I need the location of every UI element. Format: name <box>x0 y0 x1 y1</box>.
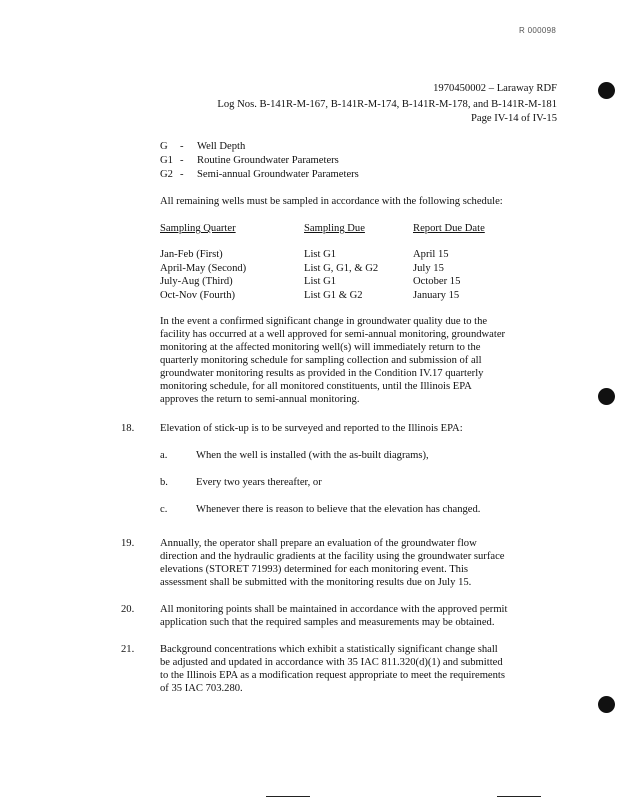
column-header: Report Due Date <box>413 223 485 234</box>
subitem-text: Whenever there is reason to believe that the elevation has changed. <box>196 504 481 515</box>
paragraph-line: Background concentrations which exhibit a statistically significant change shall <box>160 644 498 655</box>
punch-hole-middle <box>598 388 615 405</box>
legend-dash: - <box>180 141 184 152</box>
column-header: Sampling Due <box>304 223 365 234</box>
item-number: 19. <box>121 538 135 549</box>
table-cell: Oct-Nov (Fourth) <box>160 290 236 301</box>
table-cell: April-May (Second) <box>160 263 247 274</box>
paragraph-line: All monitoring points shall be maintained in accordance with the approved permit <box>160 604 508 615</box>
schedule-intro: All remaining wells must be sampled in accordance with the following schedule: <box>160 196 503 207</box>
item-number: 20. <box>121 604 135 615</box>
paragraph-line: to the Illinois EPA as a modification request appropriate to meet the requirements <box>160 670 505 681</box>
paragraph-line: elevations (STORET 71993) determined for each monitoring event. This <box>160 564 469 575</box>
item-text: Elevation of stick-up is to be surveyed and reported to the Illinois EPA: <box>160 423 463 434</box>
table-cell: Jan-Feb (First) <box>160 249 223 260</box>
table-cell: October 15 <box>413 276 461 287</box>
item-number: 21. <box>121 644 135 655</box>
legend-code: G1 <box>160 155 173 166</box>
table-cell: January 15 <box>413 290 460 301</box>
subitem-label: b. <box>160 477 168 488</box>
table-cell: List G1 <box>304 249 337 260</box>
legend-text: Well Depth <box>197 141 246 152</box>
table-cell: List G1 & G2 <box>304 290 363 301</box>
table-cell: July 15 <box>413 263 444 274</box>
header-log-numbers: Log Nos. B-141R-M-167, B-141R-M-174, B-141R-M-178, and B-141R-M-181 <box>217 99 557 110</box>
legend-dash: - <box>180 155 184 166</box>
table-cell: July-Aug (Third) <box>160 276 233 287</box>
header-page-number: Page IV-14 of IV-15 <box>470 113 557 124</box>
punch-hole-bottom <box>598 696 615 713</box>
paragraph-line: monitoring at the affected monitoring well(s) will immediately return to the <box>160 342 481 353</box>
legend-text: Semi-annual Groundwater Parameters <box>197 169 359 180</box>
page-stamp: R 000098 <box>519 26 557 35</box>
legend-dash: - <box>180 169 184 180</box>
paragraph-line: quarterly monitoring schedule for sampling collection and submission of all <box>160 355 482 366</box>
column-header: Sampling Quarter <box>160 223 236 234</box>
paragraph-line: be adjusted and updated in accordance with 35 IAC 811.320(d)(1) and submitted <box>160 657 503 668</box>
paragraph-line: approves the return to semi-annual monitoring. <box>160 394 360 405</box>
footer-initial-line <box>497 796 541 797</box>
legend-code: G2 <box>160 169 173 180</box>
subitem-label: a. <box>160 450 168 461</box>
paragraph-line: assessment shall be submitted with the monitoring results due on July 15. <box>160 577 472 588</box>
footer-initial-line <box>266 796 310 797</box>
table-cell: List G1 <box>304 276 337 287</box>
subitem-label: c. <box>160 504 168 515</box>
paragraph-line: Annually, the operator shall prepare an evaluation of the groundwater flow <box>160 538 477 549</box>
legend-text: Routine Groundwater Parameters <box>197 155 339 166</box>
paragraph-line: application such that the required samples and measurements may be obtained. <box>160 617 495 628</box>
table-cell: List G, G1, & G2 <box>304 263 379 274</box>
paragraph-line: of 35 IAC 703.280. <box>160 683 243 694</box>
paragraph-line: facility has occurred at a well approved for semi-annual monitoring, groundwater <box>160 329 506 340</box>
paragraph-line: groundwater monitoring results as provided in the Condition IV.17 quarterly <box>160 368 484 379</box>
table-cell: April 15 <box>413 249 449 260</box>
item-number: 18. <box>121 423 135 434</box>
paragraph-line: direction and the hydraulic gradients at the facility using the groundwater surface <box>160 551 505 562</box>
legend-code: G <box>160 141 168 152</box>
header-facility-id: 1970450002 – Laraway RDF <box>433 83 557 94</box>
paragraph-line: In the event a confirmed significant change in groundwater quality due to the <box>160 316 488 327</box>
subitem-text: When the well is installed (with the as-built diagrams), <box>196 450 429 461</box>
punch-hole-top <box>598 82 615 99</box>
subitem-text: Every two years thereafter, or <box>196 477 322 488</box>
paragraph-line: monitoring schedule, for all monitored constituents, until the Illinois EPA <box>160 381 472 392</box>
